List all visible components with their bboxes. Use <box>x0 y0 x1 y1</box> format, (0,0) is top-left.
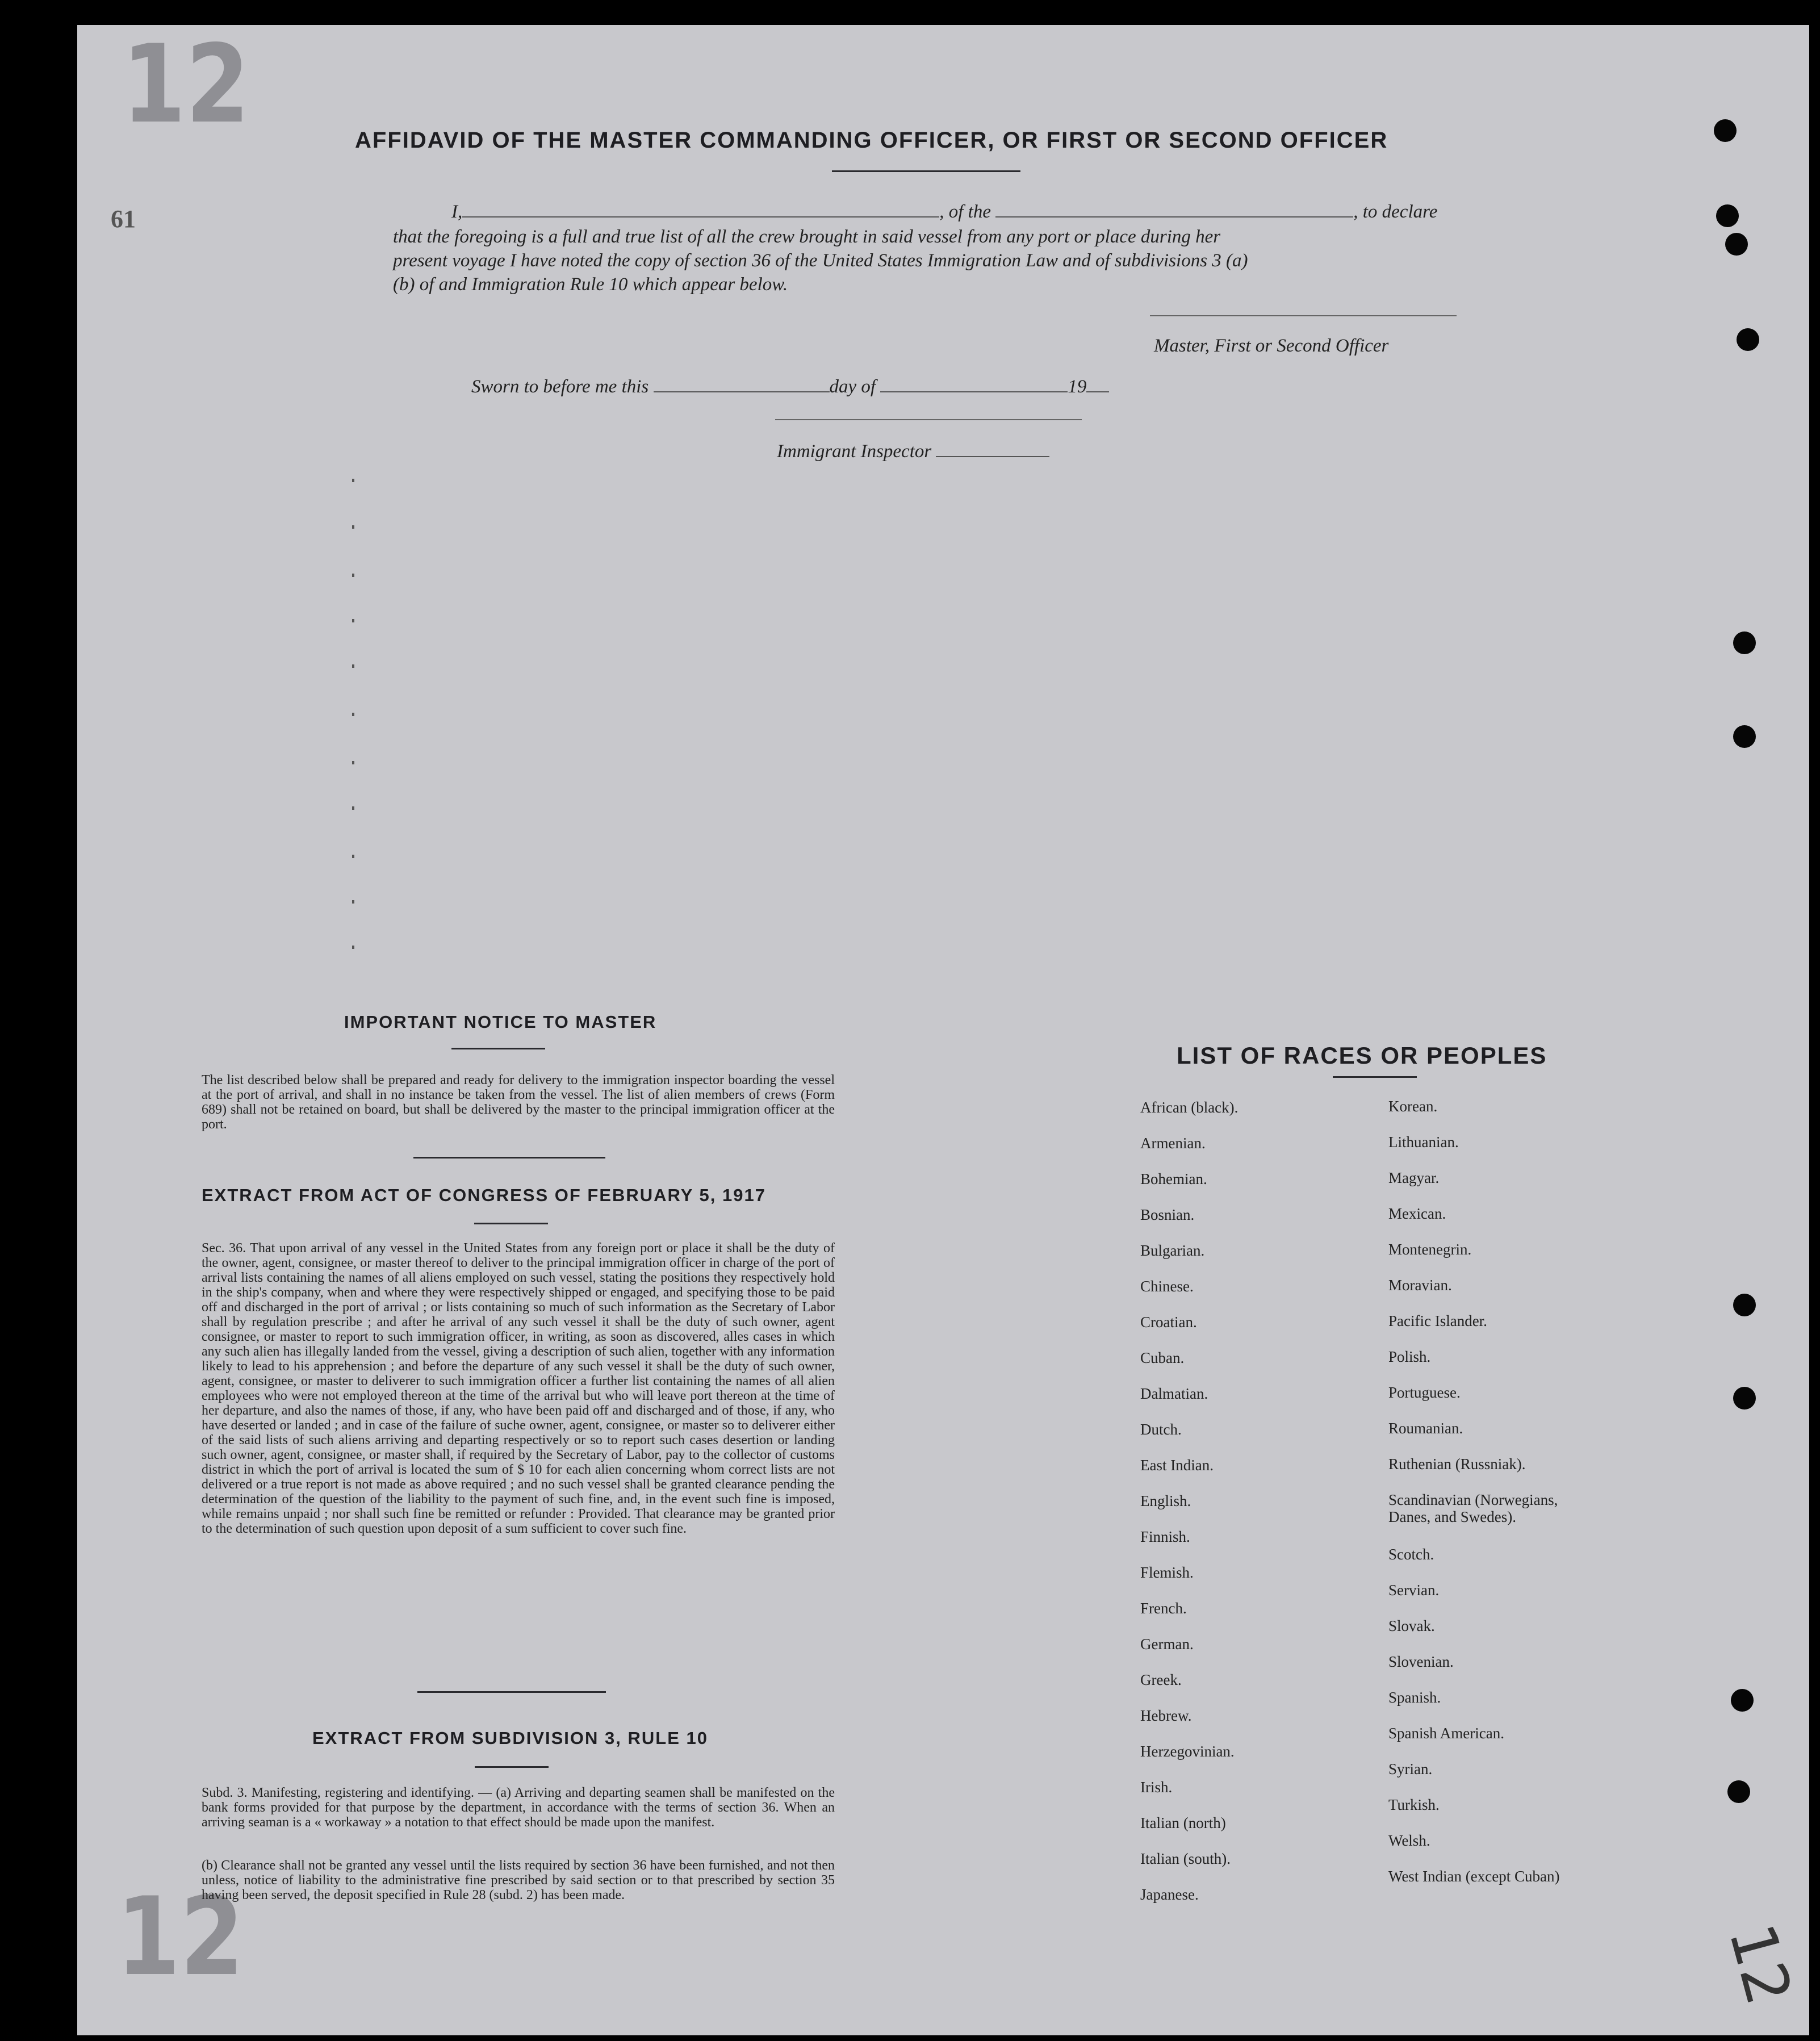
race-item: Scandinavian (Norwegians, Danes, and Swedes). <box>1388 1491 1558 1525</box>
tick-mark <box>352 900 354 904</box>
signature-line[interactable] <box>1150 315 1457 316</box>
rule-extract-title: EXTRACT FROM SUBDIVISION 3, RULE 10 <box>312 1728 708 1748</box>
race-item: Syrian. <box>1388 1760 1433 1777</box>
tick-mark <box>352 619 354 622</box>
sworn-day-of: day of <box>829 377 876 397</box>
punch-hole <box>1731 1689 1754 1712</box>
tick-mark <box>352 761 354 764</box>
race-item: Chinese. <box>1140 1278 1194 1295</box>
punch-hole <box>1725 233 1748 256</box>
race-item: Finnish. <box>1140 1528 1190 1545</box>
race-item: Moravian. <box>1388 1277 1452 1294</box>
affidavit-title: AFFIDAVID OF THE MASTER COMMANDING OFFICER, OR FIRST OR SECOND OFFICER <box>355 128 1388 153</box>
sworn-year-field[interactable] <box>1086 375 1109 392</box>
race-item: Polish. <box>1388 1348 1431 1365</box>
divider <box>1333 1076 1417 1078</box>
page-number-bottom-right: 12 <box>1715 1916 1806 2013</box>
inspector-signature-line[interactable] <box>775 419 1082 420</box>
side-mark: 61 <box>111 205 136 233</box>
rule-extract-text-b: (b) Clearance shall not be granted any vessel until the lists required by section 36 have been furnished, and not then unless, notice of liability to the administrative fine prescribed by said section or to that prescribed by section 35 having been served, the deposit specified in Rule 28 (subd. 2) has been made. <box>202 1858 835 1902</box>
tick-mark <box>352 525 354 529</box>
divider <box>474 1223 548 1224</box>
race-item: Italian (south). <box>1140 1850 1231 1867</box>
inspector-label-text: Immigrant Inspector <box>777 441 932 462</box>
affidavit-line-1 <box>451 200 1437 224</box>
vessel-field[interactable] <box>995 200 1353 218</box>
page-number-top-left: 12 <box>122 22 250 147</box>
signature-label: Master, First or Second Officer <box>1154 336 1389 356</box>
race-item: Greek. <box>1140 1671 1182 1688</box>
punch-hole <box>1733 631 1756 654</box>
divider <box>832 170 1020 172</box>
race-item: Portuguese. <box>1388 1384 1461 1401</box>
punch-hole <box>1714 119 1737 142</box>
race-item: German. <box>1140 1636 1194 1653</box>
race-item: French. <box>1140 1600 1187 1617</box>
punch-hole <box>1733 725 1756 748</box>
race-item: Roumanian. <box>1388 1420 1463 1437</box>
punch-hole <box>1733 1387 1756 1410</box>
punch-hole <box>1727 1780 1750 1803</box>
race-item: Mexican. <box>1388 1205 1446 1222</box>
sworn-line <box>471 375 1109 399</box>
notice-title: IMPORTANT NOTICE TO MASTER <box>344 1012 657 1032</box>
affidavit-of-the: , of the <box>939 202 991 222</box>
race-item: Turkish. <box>1388 1796 1440 1813</box>
name-field[interactable] <box>462 200 939 218</box>
race-item: Slovak. <box>1388 1617 1435 1634</box>
race-item: Hebrew. <box>1140 1707 1192 1724</box>
race-item: East Indian. <box>1140 1457 1214 1474</box>
race-item: West Indian (except Cuban) <box>1388 1868 1560 1885</box>
tick-mark <box>352 574 354 577</box>
race-item: English. <box>1140 1492 1191 1509</box>
race-item: Magyar. <box>1388 1169 1440 1186</box>
tick-mark <box>352 806 354 810</box>
race-item: Herzegovinian. <box>1140 1743 1235 1760</box>
race-item: Bosnian. <box>1140 1206 1195 1223</box>
sworn-text: Sworn to before me this <box>471 377 649 397</box>
inspector-label <box>777 440 1049 464</box>
race-item: Flemish. <box>1140 1564 1194 1581</box>
race-item: Welsh. <box>1388 1832 1430 1849</box>
race-item: Japanese. <box>1140 1886 1199 1903</box>
affidavit-to-declare: , to declare <box>1353 202 1438 222</box>
race-item: Spanish. <box>1388 1689 1441 1706</box>
race-item: Ruthenian (Russniak). <box>1388 1456 1526 1473</box>
race-item: Slovenian. <box>1388 1653 1454 1670</box>
rule-extract-text-a: Subd. 3. Manifesting, registering and identifying. — (a) Arriving and departing seamen shall be manifested on the bank forms provided for that purpose by the department, in accordance with the terms of section 36. When an arriving seaman is a « workaway » a notation to that effect should be made upon the manifest. <box>202 1785 835 1830</box>
tick-mark <box>352 479 354 482</box>
divider <box>417 1691 606 1693</box>
tick-mark <box>352 946 354 949</box>
race-item: Croatian. <box>1140 1314 1197 1331</box>
punch-hole <box>1733 1294 1756 1316</box>
act-extract-title: EXTRACT FROM ACT OF CONGRESS OF FEBRUARY 5, 1917 <box>202 1185 766 1205</box>
race-item: Lithuanian. <box>1388 1134 1459 1151</box>
inspector-field[interactable] <box>936 444 1049 457</box>
race-item: Bulgarian. <box>1140 1242 1205 1259</box>
race-item: Italian (north) <box>1140 1814 1226 1831</box>
divider <box>413 1157 605 1158</box>
races-title: LIST OF RACES OR PEOPLES <box>1177 1042 1547 1069</box>
notice-text: The list described below shall be prepared and ready for delivery to the immigration inspector boarding the vessel at the port of arrival, and shall in no instance be taken from the vessel. The list of alien members of crews (Form 689) shall not be retained on board, but shall be delivered by the master to the principal immigration officer at the port. <box>202 1073 835 1132</box>
tick-mark <box>352 713 354 716</box>
race-item: Bohemian. <box>1140 1170 1207 1187</box>
page-number-bottom-left: 12 <box>116 1874 244 2000</box>
race-item: Servian. <box>1388 1582 1440 1599</box>
act-extract-text: Sec. 36. That upon arrival of any vessel in the United States from any foreign port or place it shall be the duty of the owner, agent, consignee, or master thereof to deliver to the principal immigration officer in charge of the port of arrival lists containing the names of all aliens employed on such vessel, stating the positions they respectively hold in the ship's company, when and where they were respectively shipped or engaged, and specifying those to be paid off and discharged in the port of arrival ; or lists containing so much of such information as the Secretary of Labor shall by regulation prescribe ; and after he arrival of any such vessel it shall be the duty of such owner, agent consignee, or master to report to such immigration officer, in writing, as soon as discovered, alles cases in which any such alien has illegally landed from the vessel, giving a description of such alien, together with any information likely to lead to his apprehension ; and before the departure of any such vessel it shall be the duty of such owner, agent, consignee, or master to deliverer to such immigration officer a further list containing the names of all alien employees who were not employed thereon at the time of the arrival but who will leave port thereon at the time of her departure, and also the names of those, if any, who have been paid off and discharged and of those, if any, who have deserted or landed ; and in case of the failure of suche owner, agent, consignee, or master so to deliverer either of the said lists of such aliens arriving and departing respectively or so to report such cases desertion or landing such owner, agent, consignee, or master shall, if required by the Secretary of Labor, pay to the collector of customs district in which the port of arrival is located the sum of $ 10 for each alien concerning whom correct lists are not delivered or a true report is not made as above required ; and no such vessel shall be granted clearance pending the determination of the question of the liability to the payment of such fine, and, in the event such fine is imposed, while remains unpaid ; nor shall such fine be remitted or refunder : Provided. That clearance may be granted prior to the determination of such question upon deposit of a sum sufficient to cover such fine. <box>202 1241 835 1536</box>
sworn-month-field[interactable] <box>880 375 1068 392</box>
race-item: Korean. <box>1388 1098 1438 1115</box>
race-item: Pacific Islander. <box>1388 1312 1487 1329</box>
race-item: African (black). <box>1140 1099 1239 1116</box>
race-item: Montenegrin. <box>1388 1241 1472 1258</box>
race-item: Cuban. <box>1140 1349 1185 1366</box>
affidavit-line-2: that the foregoing is a full and true list of all the crew brought in said vessel from any port or place during her <box>393 227 1221 247</box>
race-item: Dalmatian. <box>1140 1385 1208 1402</box>
sworn-year: 19 <box>1068 377 1087 397</box>
tick-mark <box>352 855 354 858</box>
race-item: Scotch. <box>1388 1546 1434 1563</box>
sworn-day-field[interactable] <box>654 375 830 392</box>
affidavit-i: I, <box>451 202 463 222</box>
affidavit-line-3: present voyage I have noted the copy of section 36 of the United States Immigration Law and of subdivisions 3 (a) <box>393 250 1248 271</box>
tick-mark <box>352 664 354 668</box>
race-item: Dutch. <box>1140 1421 1182 1438</box>
race-item: Irish. <box>1140 1779 1173 1796</box>
divider <box>451 1048 545 1049</box>
divider <box>475 1766 549 1768</box>
race-item: Spanish American. <box>1388 1725 1504 1742</box>
punch-hole <box>1716 204 1739 227</box>
race-item: Armenian. <box>1140 1135 1206 1152</box>
punch-hole <box>1737 328 1759 351</box>
affidavit-line-4: (b) of and Immigration Rule 10 which appear below. <box>393 274 788 295</box>
